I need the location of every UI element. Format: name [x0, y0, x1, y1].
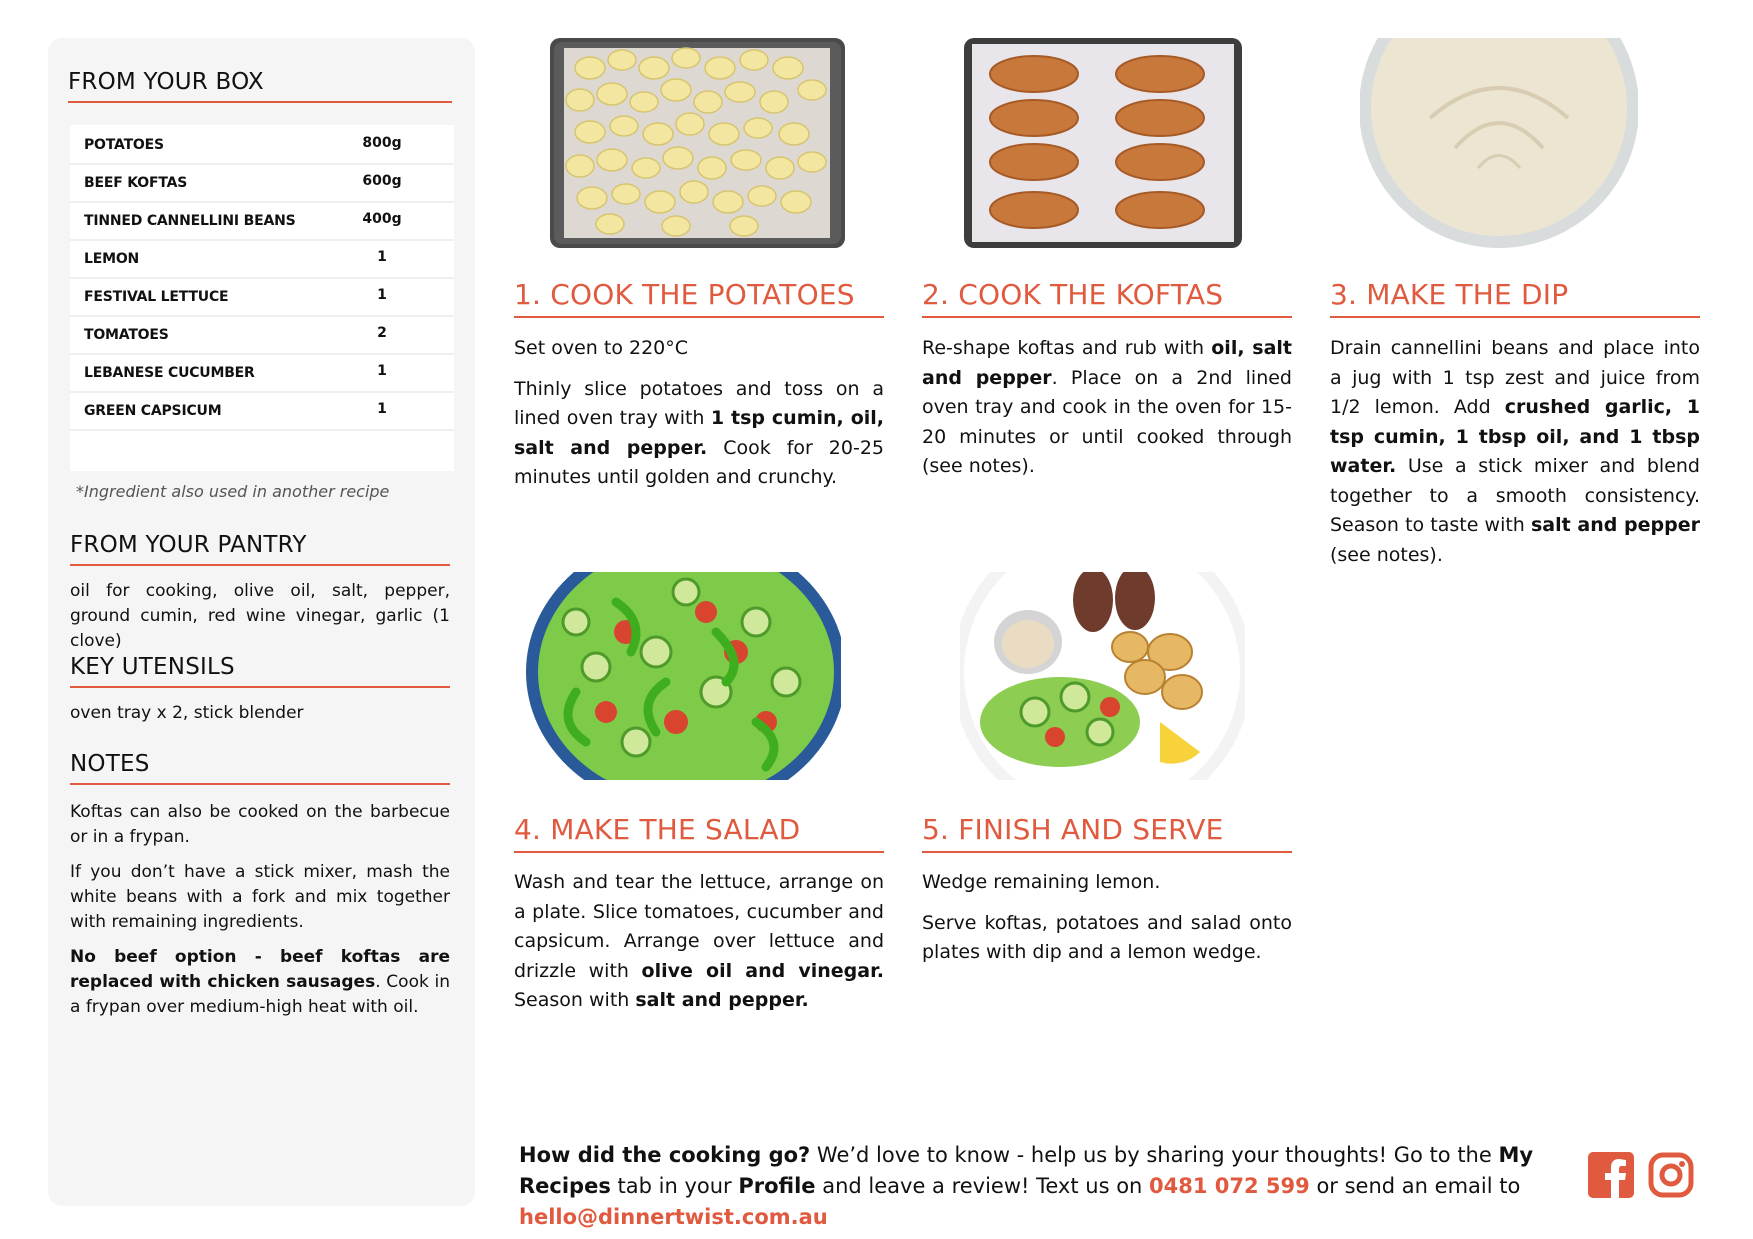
step-1-p2b: 1 tsp cumin, oil, salt and pepper.	[514, 407, 884, 459]
step-2-text	[922, 334, 1292, 493]
step-4-title: 4. MAKE THE SALAD	[514, 813, 884, 853]
step-3-b: crushed garlic, 1 tsp cumin, 1 tbsp oil, and 1 tbsp water.	[1330, 396, 1701, 477]
ingredient-name: TOMATOES	[84, 327, 169, 343]
plated-dish-photo	[960, 572, 1245, 780]
from-your-box-heading: FROM YOUR BOX	[68, 69, 452, 103]
step-5-p2: Serve koftas, potatoes and salad onto plates with dip and a lemon wedge.	[922, 911, 1292, 963]
ingredient-qty: 1	[377, 363, 387, 379]
step-4-p	[514, 868, 884, 1016]
email-link[interactable]: hello@dinnertwist.com.au	[519, 1205, 828, 1229]
table-row	[70, 391, 454, 431]
step-3-a: Drain cannellini beans and place into a jug with 1 tsp zest and juice from 1/2 lemon. Add	[1330, 337, 1700, 418]
footer-text-3: and leave a review! Text us on	[815, 1174, 1150, 1198]
utensils-text: oven tray x 2, stick blender	[70, 703, 304, 723]
my-recipes-link[interactable]: My Recipes	[519, 1143, 1534, 1198]
ingredient-name: BEEF KOFTAS	[84, 175, 188, 191]
table-row	[70, 125, 454, 165]
step-3-c: Use a stick mixer and blend together to a smooth consistency. Season to taste with	[1330, 455, 1700, 536]
profile-link[interactable]: Profile	[738, 1174, 816, 1198]
table-row	[70, 353, 454, 393]
ingredient-qty: 1	[377, 401, 387, 417]
ingredient-name: LEMON	[84, 251, 140, 267]
table-row	[70, 315, 454, 355]
ingredient-name: TINNED CANNELLINI BEANS	[84, 213, 296, 229]
step-2-p	[922, 334, 1292, 482]
ingredient-qty: 1	[377, 287, 387, 303]
step-4-a: Wash and tear the lettuce, arrange on a plate. Slice tomatoes, cucumber and capsicum. Arrange over lettuce and drizzle with	[514, 871, 884, 982]
step-3-text	[1330, 334, 1700, 581]
note-3-rest: . Cook in a frypan over medium-high heat with oil.	[70, 972, 450, 1017]
table-row	[70, 277, 454, 317]
notes-heading: NOTES	[70, 751, 450, 785]
step-1-p2c: Cook for 20-25 minutes until golden and crunchy.	[514, 436, 884, 488]
note-2: If you don’t have a stick mixer, mash the white beans with a fork and mix together with remaining ingredients.	[70, 862, 450, 932]
ingredient-qty: 400g	[362, 211, 402, 227]
facebook-icon[interactable]	[1588, 1152, 1634, 1198]
step-1-p2a: Thinly slice potatoes and toss on a lined oven tray with	[514, 377, 884, 429]
note-3-bold: No beef option - beef koftas are replaced with chicken sausages	[70, 947, 450, 992]
salad-photo	[516, 572, 841, 780]
sidebar	[48, 38, 475, 1206]
ingredient-note: *Ingredient also used in another recipe	[76, 482, 390, 501]
ingredient-qty: 1	[377, 249, 387, 265]
ingredient-name: LEBANESE CUCUMBER	[84, 365, 255, 381]
step-3-title: 3. MAKE THE DIP	[1330, 278, 1700, 318]
step-1-p1: Set oven to 220°C	[514, 337, 689, 359]
step-5-title: 5. FINISH AND SERVE	[922, 813, 1292, 853]
ingredient-qty: 800g	[362, 135, 402, 151]
step-5-text	[922, 868, 1292, 979]
step-3-e: (see notes).	[1330, 543, 1443, 566]
table-row	[70, 163, 454, 203]
footer-text-4: or send an email to	[1309, 1174, 1521, 1198]
footer-text-2: tab in your	[610, 1174, 739, 1198]
footer-question: How did the cooking go?	[519, 1143, 811, 1167]
dip-photo	[1360, 38, 1638, 248]
step-5-p1: Wedge remaining lemon.	[922, 871, 1161, 893]
ingredients-table	[70, 125, 454, 471]
koftas-photo	[964, 38, 1242, 248]
key-utensils-heading: KEY UTENSILS	[70, 654, 450, 688]
ingredient-name: GREEN CAPSICUM	[84, 403, 222, 419]
step-4-text	[514, 868, 884, 1027]
step-1-text	[514, 334, 884, 504]
from-your-pantry-heading: FROM YOUR PANTRY	[70, 532, 450, 566]
table-row	[70, 239, 454, 279]
step-1-p2	[514, 375, 884, 493]
note-3	[70, 945, 450, 1020]
instagram-icon[interactable]	[1648, 1152, 1694, 1198]
step-3-p	[1330, 334, 1700, 570]
step-2-b: oil, salt and pepper	[922, 337, 1292, 389]
potatoes-photo	[550, 38, 845, 248]
ingredient-name: FESTIVAL LETTUCE	[84, 289, 229, 305]
step-4-d: salt and pepper.	[635, 989, 809, 1011]
step-3-d: salt and pepper	[1530, 514, 1700, 536]
feedback-footer	[519, 1140, 1579, 1233]
step-2-title: 2. COOK THE KOFTAS	[922, 278, 1292, 318]
note-1: Koftas can also be cooked on the barbecue or in a frypan.	[70, 802, 450, 847]
step-2-c: . Place on a 2nd lined oven tray and cook in the oven for 15-20 minutes or until cooked through (see notes).	[922, 366, 1292, 477]
step-2-a: Re-shape koftas and rub with	[922, 337, 1212, 359]
step-4-b: olive oil and vinegar.	[641, 959, 884, 982]
ingredient-name: POTATOES	[84, 137, 164, 153]
ingredient-qty: 600g	[362, 173, 402, 189]
pantry-text: oil for cooking, olive oil, salt, pepper, ground cumin, red wine vinegar, garlic (1 clove)	[70, 581, 450, 651]
step-4-c: Season with	[514, 989, 636, 1011]
step-1-title: 1. COOK THE POTATOES	[514, 278, 884, 318]
table-row	[70, 201, 454, 241]
phone-link[interactable]: 0481 072 599	[1149, 1174, 1310, 1198]
ingredient-qty: 2	[377, 325, 387, 341]
footer-text-1: We’d love to know - help us by sharing your thoughts! Go to the	[810, 1143, 1499, 1167]
